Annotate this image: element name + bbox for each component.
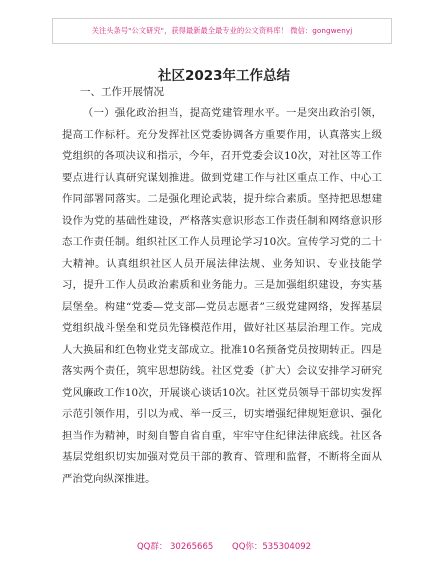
header-banner: 关注头条号"公文研究"，获得最新最全最专业的公文资料库！ 微信：gongwenyj <box>52 18 392 44</box>
document-title: 社区2023年工作总结 <box>157 68 291 84</box>
section-heading: 一、工作开展情况 <box>80 86 164 98</box>
footer-qq-group: QQ群： 30265665 <box>136 542 214 552</box>
body-paragraph: （一）强化政治担当，提高党建管理水平。一是突出政治引领，提高工作标杆。充分发挥社区党委协调各方重要作用，认真落实上级党组织的各项决议和指示，今年，召开党委会议10次，对社区等工作要点进行认真研究谋划推进。做到党建工作与社区重点工作、中心工作同部署同落实。二是强化理论武装，提升综合素质。坚持把思想建设作为党的基础性建设，严格落实意识形态工作责任制和网络意识形态工作责任制。组织社区工作人员理论学习10次。宣传学习党的二十大精神。认真组织社区人员开展法律法规、业务知识、专业技能学习，提升工作人员政治素质和业务能力。三是加强组织建设，夯实基层堡垒。构建“党委—党支部—党员志愿者”三级党建网络，发挥基层党组织战斗堡垒和党员先锋模范作用，做好社区基层治理工作。完成人大换届和红色物业党支部成立。批准10名预备党员按期转正。四是落实两个责任，筑牢思想防线。社区党委（扩大）会议安排学习研究党风廉政工作10次，开展谈心谈话10次。社区党员领导干部切实发挥示范引领作用，引以为戒、举一反三，切实增强纪律规矩意识、强化担当作为精神，时刻自警自省自重，牢牢守住纪律法律底线。社区各基层党组织切实加强对党员干部的教育、管理和监督，不断将全面从严治党向纵深推进。 <box>62 107 382 485</box>
footer-qq-contact: QQ你：535304092 <box>232 542 312 552</box>
footer <box>0 540 448 552</box>
